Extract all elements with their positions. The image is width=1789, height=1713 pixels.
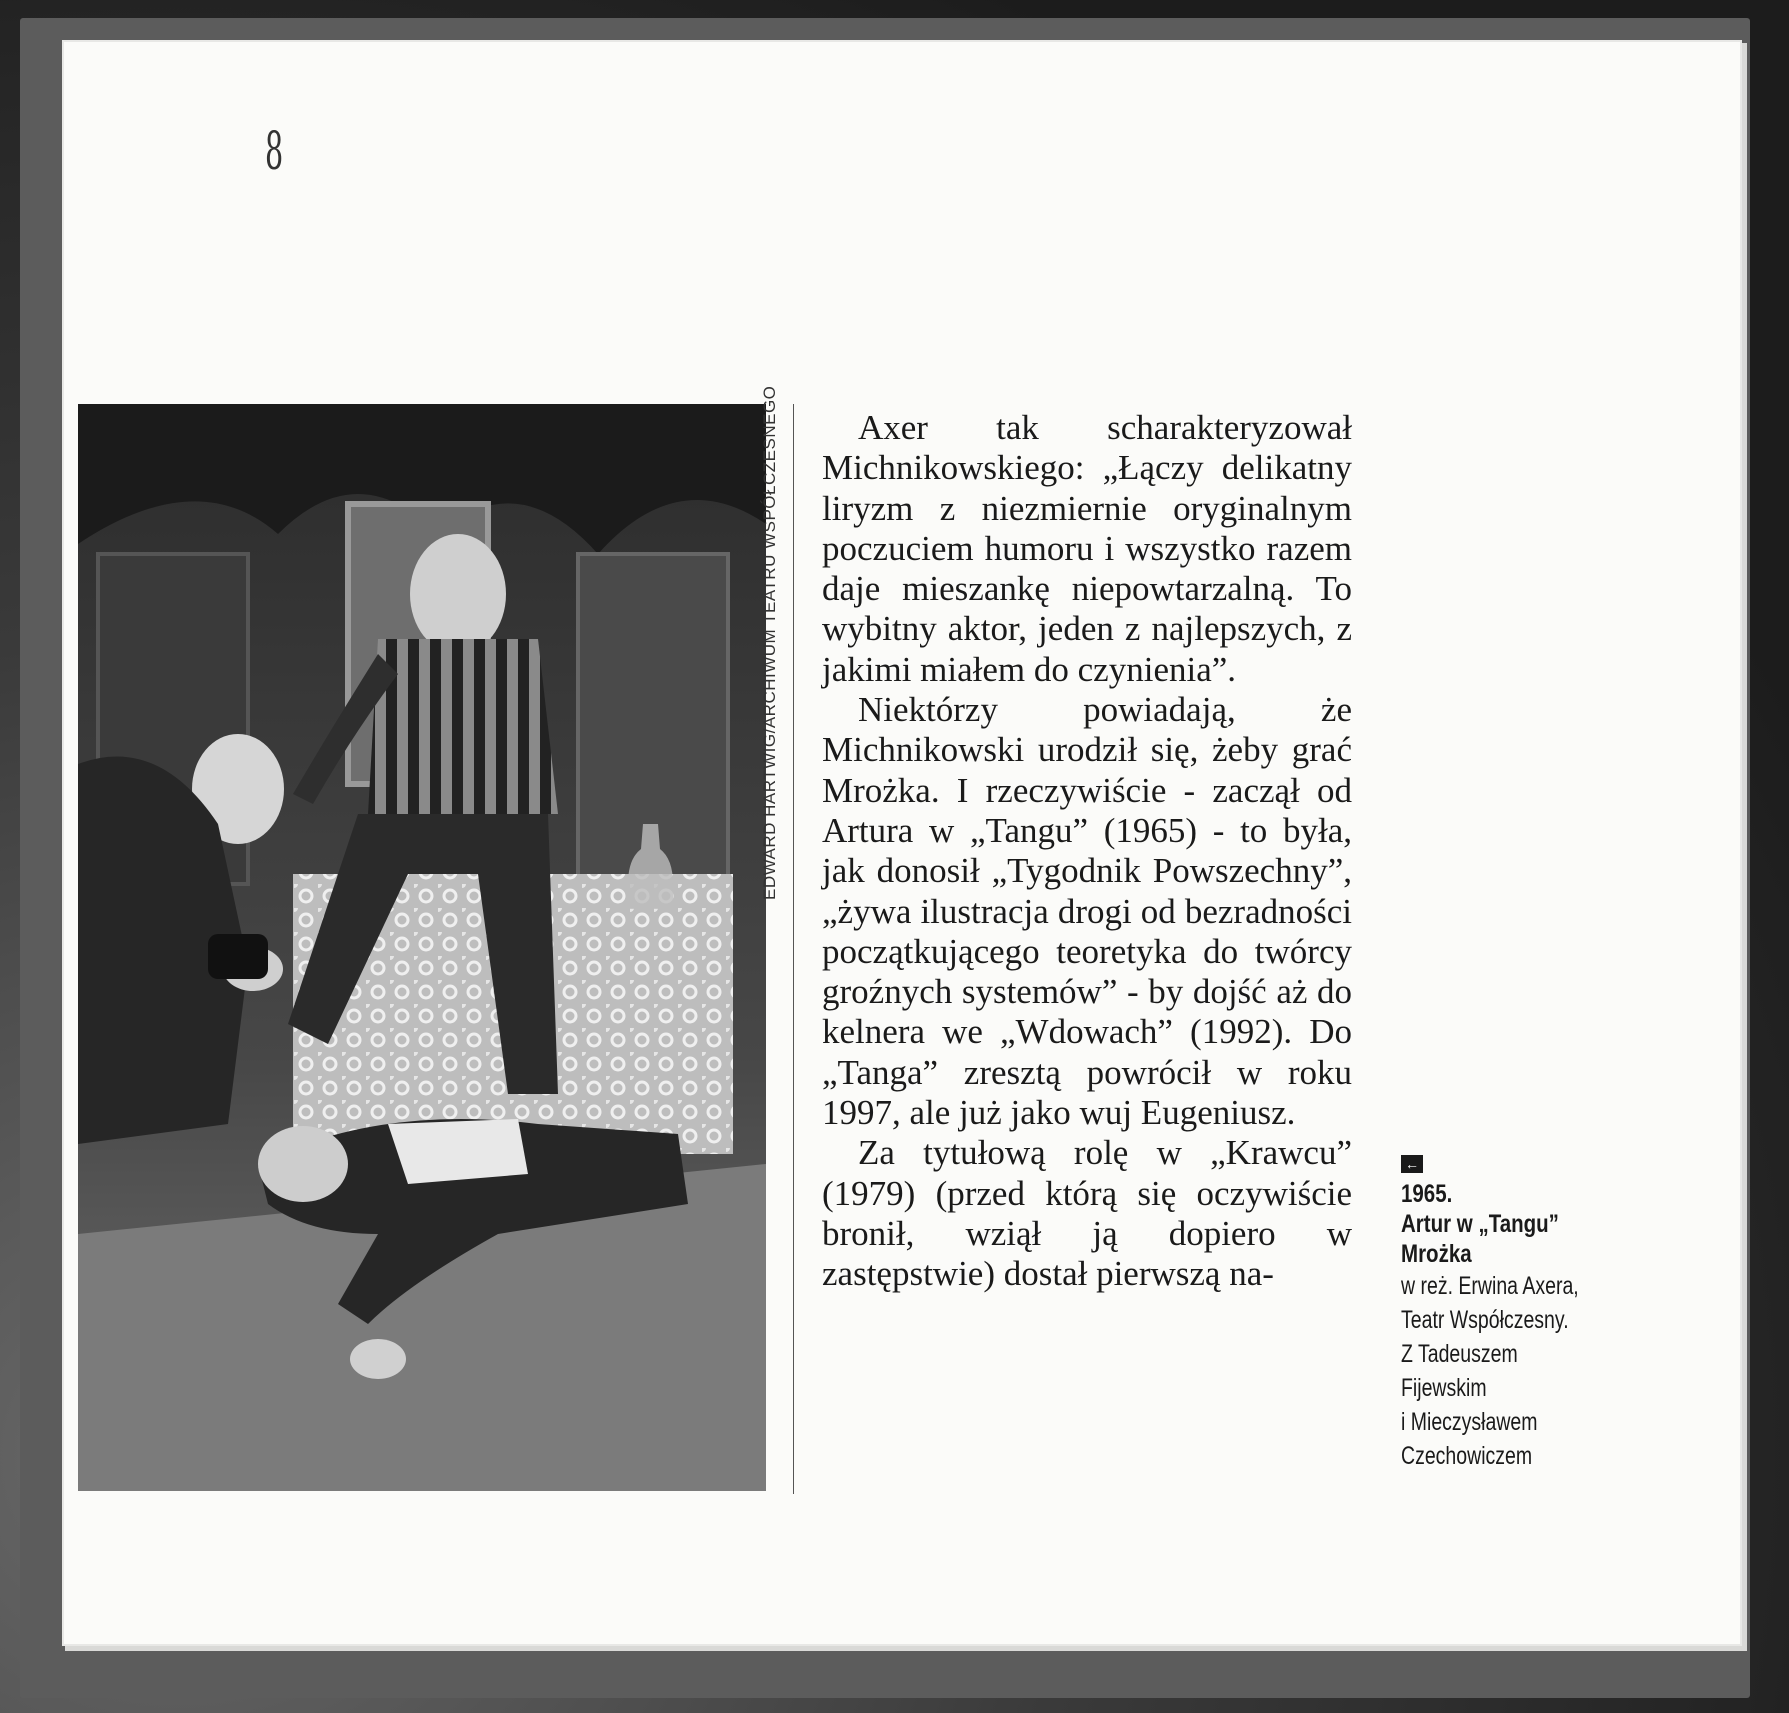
caption-line: Fijewskim [1401, 1374, 1487, 1402]
caption-line: Teatr Współczesny. [1401, 1306, 1569, 1334]
photo-credit-text: EDWARD HARTWIG/ARCHIWUM TEATRU WSPÓŁCZESNEGO [760, 385, 779, 900]
theatre-photograph [78, 404, 766, 1491]
column-divider [793, 404, 794, 1494]
photo-caption [1401, 1155, 1641, 1473]
article-body [822, 408, 1352, 1295]
caption-title-line: Artur w „Tangu” [1401, 1210, 1559, 1238]
caption-title-line: Mrożka [1401, 1240, 1472, 1268]
caption-year: 1965. [1401, 1180, 1453, 1208]
photo-illustration [78, 404, 766, 1491]
arrow-left-icon: ← [1401, 1155, 1423, 1173]
paragraph: Axer tak scharakteryzował Michnikowskiego: „Łączy delikatny liryzm z niezmiernie oryginalnym poczuciem humoru i wszystko razem daje mieszankę niepowtarzalną. To wybitny aktor, jeden z najlepszych, z jakimi miałem do czynienia”. [822, 408, 1352, 689]
caption-line: Czechowiczem [1401, 1442, 1533, 1470]
caption-line: w reż. Erwina Axera, [1401, 1272, 1579, 1300]
caption-line: i Mieczysławem [1401, 1408, 1538, 1436]
page-number: 8 [265, 122, 284, 182]
paragraph: Za tytułową rolę w „Krawcu” (1979) (przed którą się oczywiście bronił, wziął ją dopiero w zastępstwie) dostał pierwszą na- [822, 1133, 1352, 1294]
paragraph: Niektórzy powiadają, że Michnikowski urodził się, żeby grać Mrożka. I rzeczywiście - zaczął od Artura w „Tangu” (1965) - to była, jak donosił „Tygodnik Powszechny”, „żywa ilustracja drogi od bezradności początkującego teoretyka do twórcy groźnych systemów” - by dojść aż do kelnera we „Wdowach” (1992). Do „Tanga” zresztą powrócił w roku 1997, ale już jako wuj Eugeniusz. [822, 690, 1352, 1133]
caption-line: Z Tadeuszem [1401, 1340, 1518, 1368]
